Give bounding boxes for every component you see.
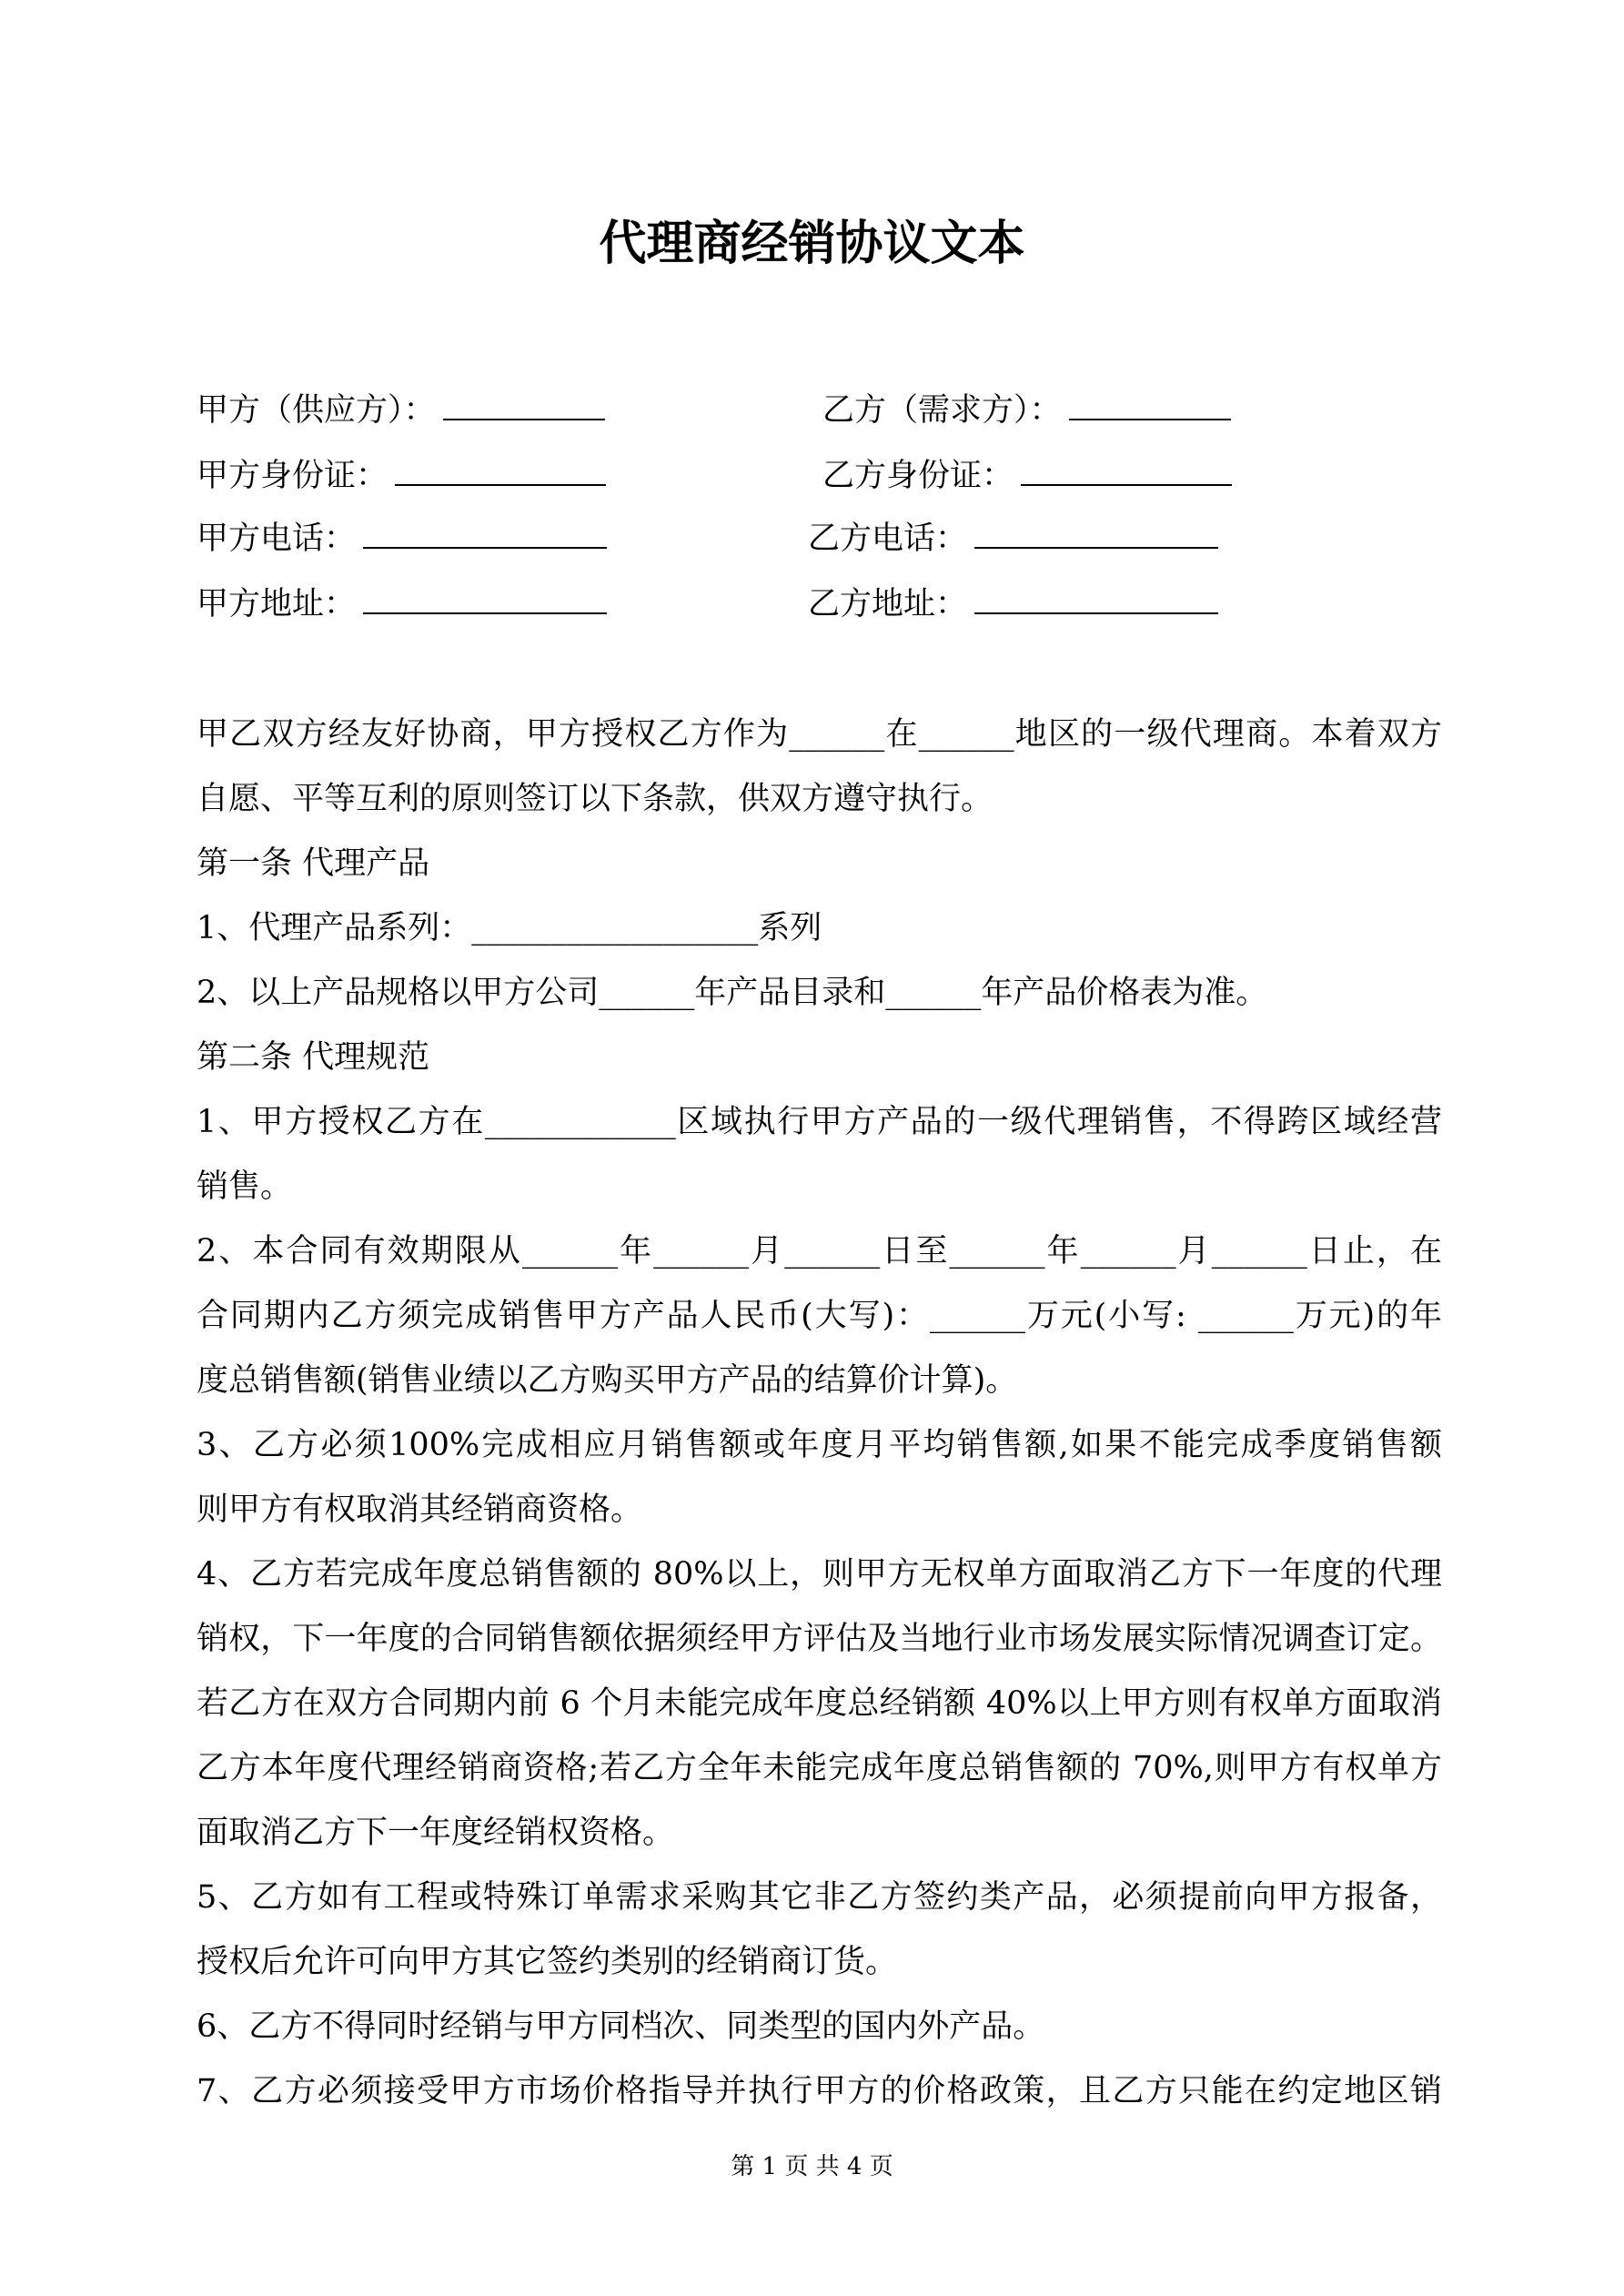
body-line: 乙方本年度代理经销商资格;若乙方全年未能完成年度总销售额的 70%,则甲方有权单方 — [197, 1750, 1442, 1786]
party-a-phone-blank[interactable] — [363, 516, 607, 549]
party-a-phone-label: 甲方电话： — [197, 521, 357, 557]
party-a-supplier-blank[interactable] — [443, 388, 605, 420]
party-a-phone-field — [197, 516, 607, 561]
body-line: 合同期内乙方须完成销售甲方产品人民币(大写)：______万元(小写: ______万元)的年 — [197, 1298, 1442, 1334]
body-line: 销权，下一年度的合同销售额依据须经甲方评估及当地行业市场发展实际情况调查订定。 — [197, 1621, 1442, 1657]
body-line: 度总销售额(销售业绩以乙方购买甲方产品的结算价计算)。 — [197, 1362, 1018, 1399]
party-a-supplier-label: 甲方（供应方）： — [197, 392, 436, 429]
body-line: 4、乙方若完成年度总销售额的 80%以上，则甲方无权单方面取消乙方下一年度的代理 — [197, 1556, 1442, 1593]
section-heading: 第二条 代理规范 — [197, 1039, 430, 1076]
body-line: 若乙方在双方合同期内前 6 个月未能完成年度总经销额 40%以上甲方则有权单方面取消 — [197, 1685, 1442, 1722]
party-a-address-blank[interactable] — [363, 582, 607, 614]
body-line: 3、乙方必须100%完成相应月销售额或年度月平均销售额,如果不能完成季度销售额 — [197, 1427, 1442, 1463]
party-b-phone-label: 乙方电话： — [808, 521, 968, 557]
body-line: 1、代理产品系列：__________________系列 — [197, 910, 822, 946]
body-line: 2、以上产品规格以甲方公司______年产品目录和______年产品价格表为准。 — [197, 975, 1268, 1011]
document-title: 代理商经销协议文本 — [599, 216, 1025, 271]
party-b-id-blank[interactable] — [1021, 453, 1232, 486]
body-line: 自愿、平等互利的原则签订以下条款，供双方遵守执行。 — [197, 781, 994, 817]
body-line: 面取消乙方下一年度经销权资格。 — [197, 1815, 675, 1851]
body-line: 销售。 — [197, 1168, 293, 1205]
party-b-id-field — [822, 453, 1232, 499]
party-b-phone-field — [808, 516, 1218, 561]
section-heading: 第一条 代理产品 — [197, 845, 430, 882]
party-b-phone-blank[interactable] — [974, 516, 1218, 549]
body-line: 6、乙方不得同时经销与甲方同档次、同类型的国内外产品。 — [197, 2008, 1045, 2045]
party-a-id-field — [197, 453, 606, 499]
party-a-id-label: 甲方身份证： — [197, 458, 388, 494]
party-b-address-field — [808, 582, 1218, 627]
party-b-address-label: 乙方地址： — [808, 586, 968, 622]
body-line: 2、本合同有效期限从______年______月______日至______年______月______日止，在 — [197, 1233, 1442, 1269]
body-line: 则甲方有权取消其经销商资格。 — [197, 1492, 643, 1528]
body-line: 授权后允许可向甲方其它签约类别的经销商订货。 — [197, 1944, 898, 1980]
party-a-id-blank[interactable] — [395, 453, 606, 486]
body-line: 5、乙方如有工程或特殊订单需求采购其它非乙方签约类产品，必须提前向甲方报备， — [197, 1879, 1442, 1916]
party-b-address-blank[interactable] — [974, 582, 1218, 614]
party-b-demander-field — [822, 388, 1231, 433]
party-b-id-label: 乙方身份证： — [822, 458, 1014, 494]
body-line: 7、乙方必须接受甲方市场价格指导并执行甲方的价格政策，且乙方只能在约定地区销 — [197, 2073, 1442, 2109]
page-number: 第 1 页 共 4 页 — [731, 2153, 893, 2180]
body-line: 甲乙双方经友好协商，甲方授权乙方作为______在______地区的一级代理商。本着双方 — [197, 716, 1442, 753]
party-a-address-label: 甲方地址： — [197, 586, 357, 622]
party-b-demander-blank[interactable] — [1069, 388, 1231, 420]
party-b-demander-label: 乙方（需求方）： — [822, 392, 1062, 429]
party-a-supplier-field — [197, 388, 605, 433]
body-line: 1、甲方授权乙方在____________区域执行甲方产品的一级代理销售，不得跨区域经营 — [197, 1104, 1442, 1140]
party-a-address-field — [197, 582, 607, 627]
agreement-body — [197, 703, 1442, 2124]
